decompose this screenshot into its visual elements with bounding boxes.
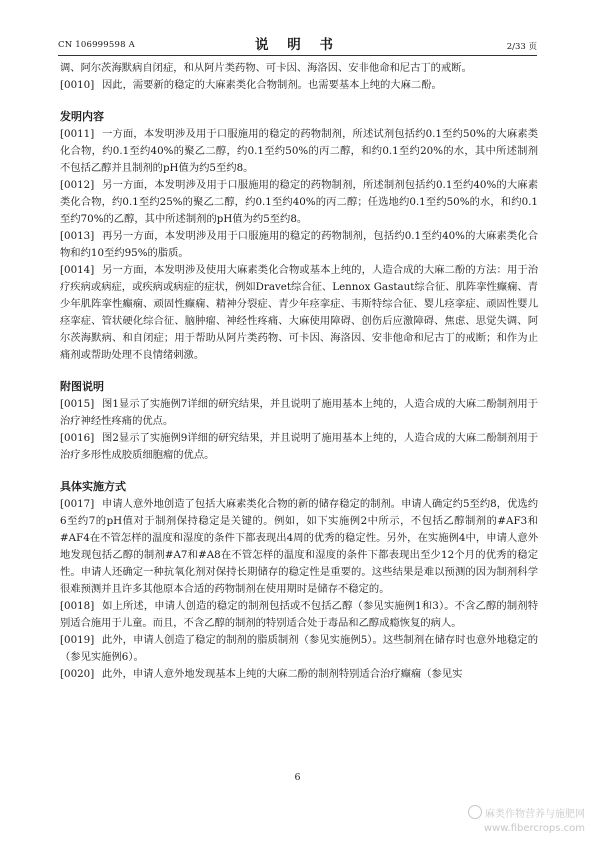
paragraph-0010 bbox=[60, 77, 538, 94]
page-of-indicator: 2/33 页 bbox=[506, 42, 537, 52]
paragraph-number: [0017] bbox=[60, 498, 95, 510]
paragraph-number: [0014] bbox=[60, 264, 95, 276]
paragraph-text: 因此，需要新的稳定的大麻素类化合物制剂。也需要基本上纯的大麻二酚。 bbox=[102, 79, 442, 91]
paragraph-0019 bbox=[60, 632, 538, 666]
paragraph-text: 图1显示了实施例7详细的研究结果，并且说明了施用基本上纯的，人造合成的大麻二酚制剂用于治疗神经性疼痛的优点。 bbox=[60, 398, 538, 427]
patent-number: CN 106999598 A bbox=[58, 40, 135, 50]
paragraph-number: [0020] bbox=[60, 668, 95, 680]
paragraph-text: 此外，申请人创造了稳定的制剂的脂质制剂（参见实施例5）。这些制剂在储存时也意外地稳定的（参见实施例6）。 bbox=[60, 634, 538, 663]
header-divider bbox=[58, 55, 537, 56]
paragraph-continued: 调、阿尔茨海默病自闭症，和从阿片类药物、可卡因、海洛因、安非他命和尼古丁的戒断。 bbox=[60, 62, 472, 74]
site-watermark bbox=[468, 805, 585, 836]
paragraph-0016 bbox=[60, 430, 538, 464]
paragraph-number: [0011] bbox=[60, 128, 95, 140]
paragraph-text: 申请人意外地创造了包括大麻素类化合物的新的储存稳定的制剂。申请人确定约5至约8，优选约6至约7的pH值对于制剂保持稳定是关键的。例如，如下实施例2中所示，不包括乙醇制剂的#AF3和#AF4在不管怎样的温度和湿度的条件下都表现出4周的优秀的稳定性。另外，在实施例4中，申请人意外地发现包括乙醇的制剂#A7和#A8在不管怎样的温度和湿度的条件下都表现出至少12个月的优秀的稳定性。申请人还确定一种抗氧化剂对保持长期储存的稳定性是重要的。这些结果是难以预测的因为制剂科学很难预测并且许多其他原本合适的药物制剂在使用期时是储存不稳定的。 bbox=[60, 498, 538, 595]
watermark-url: www.fibercrops.com bbox=[483, 823, 585, 834]
paragraph-0013 bbox=[60, 228, 538, 262]
paragraph-text: 另一方面，本发明涉及使用大麻素类化合物或基本上纯的，人造合成的大麻二酚的方法：用于治疗疾病或病症，或疾病或病症的症状，例如Dravet综合征、Lennox Gastaut综合征、肌阵挛性癫痫、青少年肌阵挛性癫痫、顽固性癫痫、精神分裂症、青少年痉挛症、韦斯特综合征、婴儿痉挛症、顽固性婴儿痉挛症、管状硬化综合征、脑肿瘤、神经性疼痛、大麻使用障碍、创伤后应激障碍、焦虑、思觉失调、阿尔茨海默病、和自闭症；用于帮助从阿片类药物、可卡因、海洛因、安非他命和尼古丁的戒断；和作为止痛剂或帮助处理不良情绪刺激。 bbox=[60, 264, 538, 361]
paragraph-0017 bbox=[60, 496, 538, 598]
paragraph-number: [0015] bbox=[60, 398, 95, 410]
paragraph-0018 bbox=[60, 598, 538, 632]
page-number: 6 bbox=[294, 772, 301, 783]
paragraph-number: [0012] bbox=[60, 179, 95, 191]
paragraph-0011 bbox=[60, 126, 538, 177]
section-heading-summary: 发明内容 bbox=[60, 110, 104, 123]
paragraph-number: [0016] bbox=[60, 432, 95, 444]
paragraph-0020 bbox=[60, 666, 538, 683]
paragraph-text: 另一方面，本发明涉及用于口服施用的稳定的药物制剂，所述制剂包括约0.1至约40%的大麻素类化合物，约0.1至约25%的聚乙二醇，约0.1至约40%的丙二醇；任选地约0.1至约50%的水，和约0.1至约70%的乙醇，其中所述制剂的pH值为约5至约8。 bbox=[60, 179, 538, 225]
paragraph-0012 bbox=[60, 177, 538, 228]
document-title: 说 明 书 bbox=[255, 37, 340, 53]
paragraph-text: 再另一方面，本发明涉及用于口服施用的稳定的药物制剂，包括约0.1至约40%的大麻素类化合物和约10至约95%的脂质。 bbox=[60, 230, 538, 259]
watermark-title: 麻类作物营养与施肥网 bbox=[485, 809, 585, 820]
paragraph-text: 如上所述，申请人创造的稳定的制剂包括或不包括乙醇（参见实施例1和3）。不含乙醇的制剂特别适合施用于儿童。而且，不含乙醇的制剂的特别适合处于毒品和乙醇成瘾恢复的病人。 bbox=[60, 600, 538, 629]
section-heading-embodiments: 具体实施方式 bbox=[60, 480, 126, 493]
paragraph-0015 bbox=[60, 396, 538, 430]
paragraph-number: [0010] bbox=[60, 79, 95, 91]
section-heading-figures: 附图说明 bbox=[60, 380, 104, 393]
paragraph-number: [0018] bbox=[60, 600, 95, 612]
paragraph-number: [0019] bbox=[60, 634, 95, 646]
paragraph-number: [0013] bbox=[60, 230, 95, 242]
paragraph-0014 bbox=[60, 262, 538, 364]
watermark-logo-icon bbox=[468, 805, 482, 819]
paragraph-text: 一方面，本发明涉及用于口服施用的稳定的药物制剂，所述试剂包括约0.1至约50%的大麻素类化合物，约0.1至约40%的聚乙二醇，约0.1至约50%的丙二醇，和约0.1至约20%的水，其中所述制剂不包括乙醇并且制剂的pH值为约5至约8。 bbox=[60, 128, 538, 174]
paragraph-text: 图2显示了实施例9详细的研究结果，并且说明了施用基本上纯的，人造合成的大麻二酚制剂用于治疗多形性成胶质细胞瘤的优点。 bbox=[60, 432, 538, 461]
document-body bbox=[60, 60, 538, 683]
paragraph-text: 此外，申请人意外地发现基本上纯的大麻二酚的制剂特别适合治疗癫痫（参见实 bbox=[102, 668, 463, 680]
